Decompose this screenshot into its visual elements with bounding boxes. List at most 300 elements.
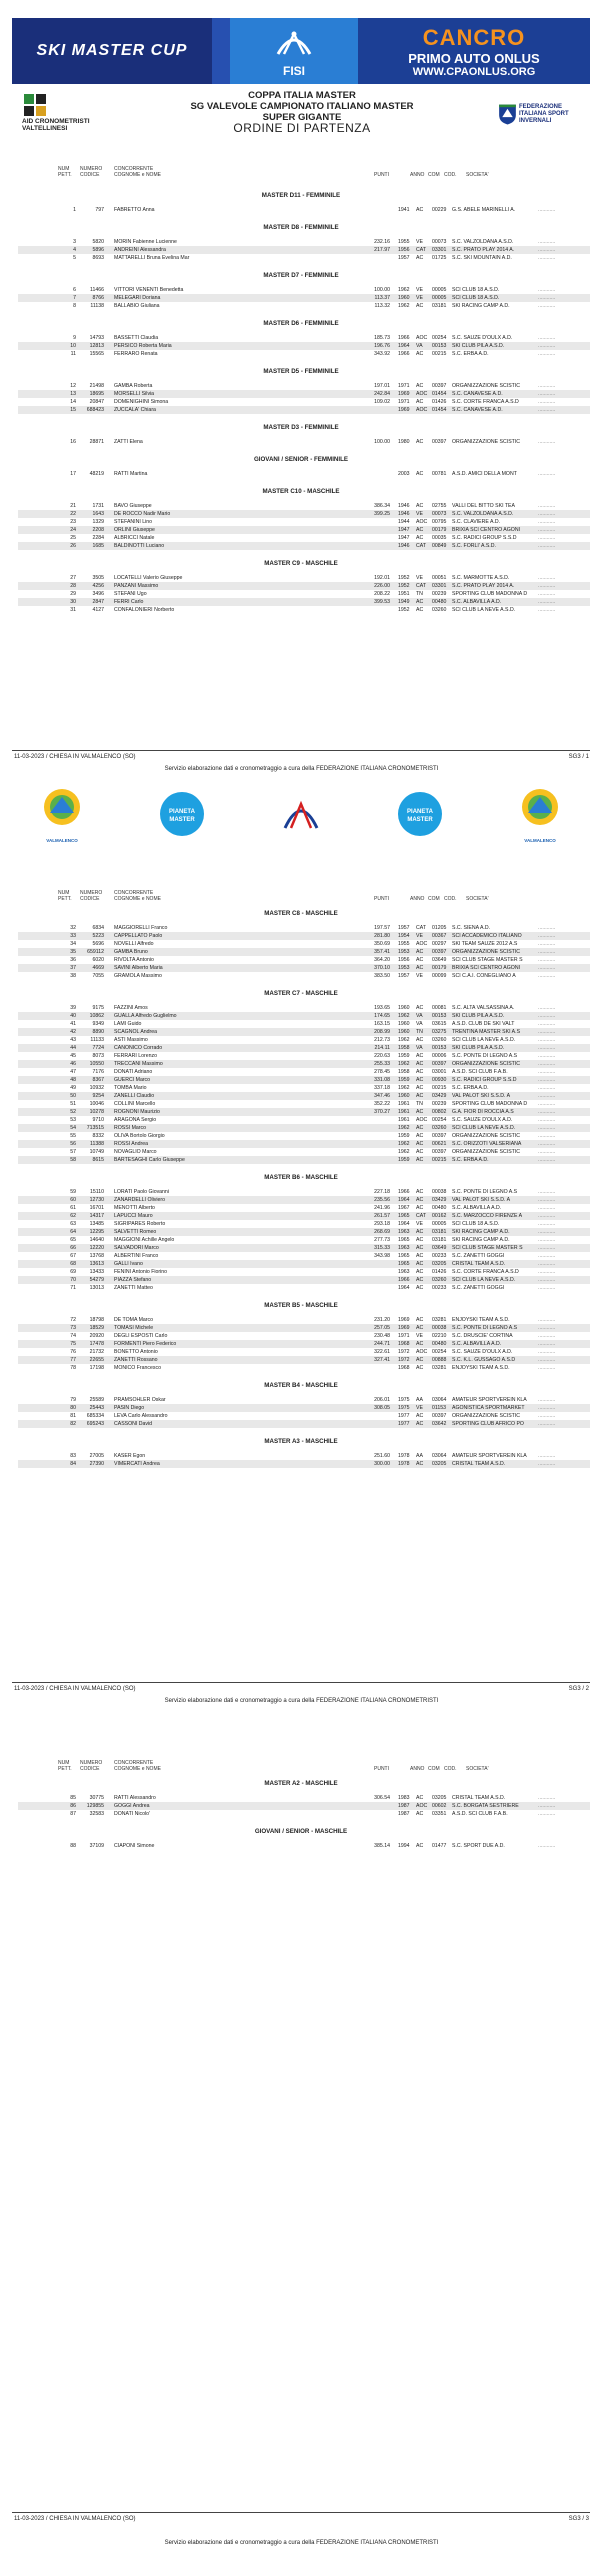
anno-cell: 1964 bbox=[398, 343, 410, 349]
team-cell: S.C. PRATO PLAY 2014 A. bbox=[452, 583, 515, 589]
num-cell: 46 bbox=[70, 1061, 76, 1067]
com-cell: AC bbox=[416, 1365, 424, 1371]
num-cell: 21 bbox=[70, 503, 76, 509]
code-cell: 00480 bbox=[432, 1341, 447, 1347]
anno-cell: 1946 bbox=[398, 511, 410, 517]
cod-cell: 17198 bbox=[89, 1365, 104, 1371]
num-cell: 14 bbox=[70, 399, 76, 405]
com-cell: AC bbox=[416, 1843, 424, 1849]
pianeta-master-icon bbox=[394, 788, 446, 840]
cod-cell: 13013 bbox=[89, 1285, 104, 1291]
com-cell: VE bbox=[416, 1333, 423, 1339]
code-cell: 00297 bbox=[432, 941, 447, 947]
cod-cell: 4669 bbox=[92, 965, 104, 971]
team-cell: ORGANIZZAZIONE SCISTIC bbox=[452, 1061, 521, 1067]
punti-cell: 208.99 bbox=[374, 1029, 390, 1035]
num-cell: 73 bbox=[70, 1325, 76, 1331]
com-cell: VA bbox=[416, 1013, 423, 1019]
code-cell: 03275 bbox=[432, 1029, 447, 1035]
signature-placeholder: ............ bbox=[538, 1101, 556, 1107]
signature-placeholder: ............ bbox=[538, 1245, 556, 1251]
anno-cell: 1947 bbox=[398, 535, 410, 541]
punti-cell: 399.25 bbox=[374, 511, 390, 517]
signature-placeholder: ............ bbox=[538, 1149, 556, 1155]
signature-placeholder: ............ bbox=[538, 295, 556, 301]
code-cell: 00621 bbox=[432, 1141, 447, 1147]
name-cell: GRAMOLA Massimo bbox=[114, 973, 162, 979]
anno-cell: 1963 bbox=[398, 1269, 410, 1275]
signature-placeholder: ............ bbox=[538, 1317, 556, 1323]
cod-cell: 37109 bbox=[89, 1843, 104, 1849]
start-list-row bbox=[18, 398, 590, 406]
code-cell: 00153 bbox=[432, 1045, 447, 1051]
com-cell: VE bbox=[416, 239, 423, 245]
code-cell: 00254 bbox=[432, 1349, 447, 1355]
start-list-row bbox=[18, 964, 590, 972]
num-cell: 3 bbox=[73, 239, 76, 245]
signature-placeholder: ............ bbox=[538, 1365, 556, 1371]
team-cell: S.C. ERBA A.D. bbox=[452, 1085, 489, 1091]
code-cell: 00179 bbox=[432, 527, 447, 533]
num-cell: 56 bbox=[70, 1141, 76, 1147]
com-cell: TN bbox=[416, 1101, 423, 1107]
signature-placeholder: ............ bbox=[538, 1843, 556, 1849]
team-cell: A.S.D. CLUB DE SKI VALT bbox=[452, 1021, 515, 1027]
cod-cell: 30775 bbox=[89, 1795, 104, 1801]
start-list-row bbox=[18, 1420, 590, 1428]
svg-text:MASTER: MASTER bbox=[407, 817, 433, 823]
start-list-row bbox=[18, 1340, 590, 1348]
signature-placeholder: ............ bbox=[538, 1221, 556, 1227]
punti-cell: 383.50 bbox=[374, 973, 390, 979]
code-cell: 01454 bbox=[432, 391, 447, 397]
punti-cell: 331.08 bbox=[374, 1077, 390, 1083]
punti-cell: 227.18 bbox=[374, 1189, 390, 1195]
cod-cell: 13485 bbox=[89, 1221, 104, 1227]
name-cell: BALDINOTTI Luciano bbox=[114, 543, 165, 549]
signature-placeholder: ............ bbox=[538, 1261, 556, 1267]
cod-cell: 695243 bbox=[86, 1421, 104, 1427]
name-cell: ARAGONA Sergio bbox=[114, 1117, 157, 1123]
start-list-row bbox=[18, 606, 590, 614]
team-cell: S.C. CLAVIERE A.D. bbox=[452, 519, 501, 525]
num-cell: 74 bbox=[70, 1333, 76, 1339]
signature-placeholder: ............ bbox=[538, 1285, 556, 1291]
code-cell: 03181 bbox=[432, 1229, 447, 1235]
anno-cell: 1960 bbox=[398, 1005, 410, 1011]
signature-placeholder: ............ bbox=[538, 1213, 556, 1219]
signature-placeholder: ............ bbox=[538, 1413, 556, 1419]
team-cell: VAL PALOT SKI S.S.D. A bbox=[452, 1197, 511, 1203]
category-heading: MASTER C9 - MASCHILE bbox=[264, 560, 338, 567]
code-cell: 01205 bbox=[432, 925, 447, 931]
code-cell: 00397 bbox=[432, 949, 447, 955]
start-list-row bbox=[18, 1012, 590, 1020]
fisi-logo-center bbox=[271, 784, 331, 844]
team-cell: SPORTING CLUB MADONNA D bbox=[452, 591, 528, 597]
name-cell: ORLINI Giuseppe bbox=[114, 527, 155, 533]
com-cell: VE bbox=[416, 933, 423, 939]
com-cell: AC bbox=[416, 207, 424, 213]
com-cell: AC bbox=[416, 1149, 424, 1155]
name-cell: FERRARO Renata bbox=[114, 351, 158, 357]
num-cell: 29 bbox=[70, 591, 76, 597]
cod-cell: 8073 bbox=[92, 1053, 104, 1059]
start-list-row bbox=[18, 1116, 590, 1124]
com-cell: CAT bbox=[416, 583, 426, 589]
cod-cell: 2847 bbox=[92, 599, 104, 605]
com-cell: AC bbox=[416, 1109, 424, 1115]
name-cell: GOGGI Andrea bbox=[114, 1803, 150, 1809]
column-headers-3: NUM PETT. NUMERO CODICE CONCORRENTE COGNOME e NOME PUNTI ANNO COM COD. SOCIETA' bbox=[58, 1760, 489, 1772]
cod-cell: 5896 bbox=[92, 247, 104, 253]
team-cell: SCI CLUB LA NEVE A.S.D. bbox=[452, 1037, 516, 1043]
team-cell: S.C. SIENA A.D. bbox=[452, 925, 491, 931]
anno-cell: 1959 bbox=[398, 1157, 410, 1163]
footer-page: SG3 / 1 bbox=[568, 754, 589, 760]
com-cell: AC bbox=[416, 503, 424, 509]
num-cell: 8 bbox=[73, 303, 76, 309]
com-cell: AC bbox=[416, 1053, 424, 1059]
num-cell: 82 bbox=[70, 1421, 76, 1427]
cod-cell: 9175 bbox=[92, 1005, 104, 1011]
signature-placeholder: ............ bbox=[538, 1125, 556, 1131]
punti-cell: 255.33 bbox=[374, 1061, 390, 1067]
signature-placeholder: ............ bbox=[538, 1325, 556, 1331]
code-cell: 00215 bbox=[432, 351, 447, 357]
cod-cell: 12295 bbox=[89, 1229, 104, 1235]
name-cell: DE TOMA Marco bbox=[114, 1317, 154, 1323]
com-cell: AC bbox=[416, 1125, 424, 1131]
punti-cell: 197.57 bbox=[374, 925, 390, 931]
punti-cell: 386.34 bbox=[374, 503, 390, 509]
code-cell: 00239 bbox=[432, 591, 447, 597]
cod-cell: 2208 bbox=[92, 527, 104, 533]
cod-cell: 1731 bbox=[92, 503, 104, 509]
cod-cell: 13613 bbox=[89, 1261, 104, 1267]
name-cell: BONETTO Antonio bbox=[114, 1349, 158, 1355]
signature-placeholder: ............ bbox=[538, 1133, 556, 1139]
signature-placeholder: ............ bbox=[538, 511, 556, 517]
name-cell: ZANETTI Rossano bbox=[114, 1357, 158, 1363]
signature-placeholder: ............ bbox=[538, 335, 556, 341]
com-cell: AC bbox=[416, 383, 424, 389]
name-cell: NOVELLI Alfredo bbox=[114, 941, 154, 947]
name-cell: ZANETTI Matteo bbox=[114, 1285, 153, 1291]
cpa-title: CANCRO bbox=[422, 24, 526, 50]
signature-placeholder: ............ bbox=[538, 255, 556, 261]
num-cell: 61 bbox=[70, 1205, 76, 1211]
cod-cell: 2284 bbox=[92, 535, 104, 541]
team-cell: S.C. FORLI' A.S.D. bbox=[452, 543, 496, 549]
com-cell: AC bbox=[416, 1277, 424, 1283]
num-cell: 4 bbox=[73, 247, 76, 253]
punti-cell: 337.18 bbox=[374, 1085, 390, 1091]
team-cell: G.S. ABELE MARINELLI A. bbox=[452, 207, 516, 213]
anno-cell: 1964 bbox=[398, 1197, 410, 1203]
anno-cell: 1961 bbox=[398, 1101, 410, 1107]
cod-cell: 659112 bbox=[87, 949, 104, 955]
start-list-row bbox=[18, 1268, 590, 1276]
name-cell: KASER Egon bbox=[114, 1453, 146, 1459]
valmalenco-logo-1: VALMALENCO bbox=[32, 784, 92, 844]
name-cell: DONATI Nicolo' bbox=[114, 1811, 151, 1817]
signature-placeholder: ............ bbox=[538, 1021, 556, 1027]
signature-placeholder: ............ bbox=[538, 1117, 556, 1123]
name-cell: ZUCCALA' Chiara bbox=[114, 407, 156, 413]
fisi-label: FISI bbox=[282, 64, 305, 78]
code-cell: 00480 bbox=[432, 1205, 447, 1211]
signature-placeholder: ............ bbox=[538, 1085, 556, 1091]
anno-cell: 1941 bbox=[398, 207, 410, 213]
anno-cell: 1977 bbox=[398, 1421, 410, 1427]
team-cell: SCI CLUB 18 A.S.D. bbox=[452, 1221, 500, 1227]
cod-cell: 7176 bbox=[92, 1069, 104, 1075]
code-cell: 00480 bbox=[432, 599, 447, 605]
code-cell: 00397 bbox=[432, 439, 447, 445]
signature-placeholder: ............ bbox=[538, 343, 556, 349]
cod-cell: 27005 bbox=[89, 1453, 104, 1459]
cod-cell: 10046 bbox=[89, 1101, 104, 1107]
com-cell: AC bbox=[416, 1245, 424, 1251]
num-cell: 48 bbox=[70, 1077, 76, 1083]
team-cell: SKI RACING CAMP A.D. bbox=[452, 1229, 510, 1235]
signature-placeholder: ............ bbox=[538, 1141, 556, 1147]
anno-cell: 1969 bbox=[398, 407, 410, 413]
anno-cell: 1966 bbox=[398, 351, 410, 357]
com-cell: AOC bbox=[416, 519, 428, 525]
code-cell: 01477 bbox=[432, 1843, 447, 1849]
name-cell: BARTESAGHI Carlo Giuseppe bbox=[114, 1157, 185, 1163]
cod-cell: 17478 bbox=[89, 1341, 104, 1347]
start-list-row bbox=[18, 1252, 590, 1260]
anno-cell: 1947 bbox=[398, 527, 410, 533]
team-cell: CRISTAL TEAM A.S.D. bbox=[452, 1795, 506, 1801]
name-cell: PANZANI Massimo bbox=[114, 583, 159, 589]
name-cell: DOMENIGHINI Simona bbox=[114, 399, 169, 405]
punti-cell: 399.53 bbox=[374, 599, 390, 605]
com-cell: AC bbox=[416, 1069, 424, 1075]
code-cell: 03351 bbox=[432, 1811, 447, 1817]
code-cell: 00233 bbox=[432, 1285, 447, 1291]
start-list-row bbox=[18, 1842, 590, 1850]
signature-placeholder: ............ bbox=[538, 439, 556, 445]
signature-placeholder: ............ bbox=[538, 1237, 556, 1243]
name-cell: LEVA Carlo Alessandro bbox=[114, 1413, 168, 1419]
name-cell: RATTI Alessandro bbox=[114, 1795, 156, 1801]
num-cell: 44 bbox=[70, 1045, 76, 1051]
start-list-row bbox=[18, 518, 590, 526]
com-cell: AC bbox=[416, 1141, 424, 1147]
team-cell: S.C. ALBAVILLA A.D. bbox=[452, 599, 502, 605]
anno-cell: 1952 bbox=[398, 575, 410, 581]
anno-cell: 1960 bbox=[398, 1021, 410, 1027]
team-cell: SCI CLUB STAGE MASTER S bbox=[452, 1245, 523, 1251]
anno-cell: 1954 bbox=[398, 933, 410, 939]
anno-cell: 1978 bbox=[398, 1461, 410, 1467]
num-cell: 36 bbox=[70, 957, 76, 963]
anno-cell: 1975 bbox=[398, 1397, 410, 1403]
team-cell: S.C. CANAVESE A.D. bbox=[452, 391, 503, 397]
cod-cell: 12813 bbox=[89, 343, 104, 349]
footer-service: Servizio elaborazione dati e cronometraggio a cura della FEDERAZIONE ITALIANA CRONOMETRISTI bbox=[164, 766, 439, 772]
title-championship: SG VALEVOLE CAMPIONATO ITALIANO MASTER bbox=[190, 101, 414, 112]
com-cell: AC bbox=[416, 1357, 424, 1363]
category-heading: MASTER D7 - FEMMINILE bbox=[263, 272, 339, 279]
start-list-row bbox=[18, 406, 590, 414]
signature-placeholder: ............ bbox=[538, 1341, 556, 1347]
num-cell: 75 bbox=[70, 1341, 76, 1347]
start-list-row bbox=[18, 206, 590, 214]
title-discipline: SUPER GIGANTE bbox=[262, 112, 342, 123]
punti-cell: 230.48 bbox=[374, 1333, 390, 1339]
footer-service-3: Servizio elaborazione dati e cronometraggio a cura della FEDERAZIONE ITALIANA CRONOMETRISTI bbox=[164, 2540, 439, 2546]
anno-cell: 1963 bbox=[398, 1229, 410, 1235]
code-cell: 00005 bbox=[432, 287, 447, 293]
punti-cell: 300.00 bbox=[374, 1461, 390, 1467]
signature-placeholder: ............ bbox=[538, 287, 556, 293]
start-list-row bbox=[18, 534, 590, 542]
code-cell: 02755 bbox=[432, 503, 447, 509]
category-heading: MASTER C8 - MASCHILE bbox=[264, 910, 338, 917]
anno-cell: 1987 bbox=[398, 1811, 410, 1817]
category-heading: MASTER D8 - FEMMINILE bbox=[263, 224, 339, 231]
name-cell: CIAPONI Simone bbox=[114, 1843, 155, 1849]
num-cell: 23 bbox=[70, 519, 76, 525]
anno-cell: 1975 bbox=[398, 1405, 410, 1411]
team-cell: S.C. RADICI GROUP S.S.D bbox=[452, 535, 517, 541]
team-cell: SCI CLUB LA NEVE A.S.D. bbox=[452, 1277, 516, 1283]
anno-cell: 1972 bbox=[398, 1357, 410, 1363]
com-cell: VE bbox=[416, 511, 423, 517]
anno-cell: 1958 bbox=[398, 1045, 410, 1051]
signature-placeholder: ............ bbox=[538, 1029, 556, 1035]
signature-placeholder: ............ bbox=[538, 599, 556, 605]
name-cell: ROSSI Marco bbox=[114, 1125, 146, 1131]
code-cell: 00397 bbox=[432, 383, 447, 389]
num-cell: 26 bbox=[70, 543, 76, 549]
punti-cell: 352.22 bbox=[374, 1101, 390, 1107]
start-list-row bbox=[18, 1108, 590, 1116]
anno-cell: 1957 bbox=[398, 973, 410, 979]
code-cell: 00153 bbox=[432, 1013, 447, 1019]
anno-cell: 1953 bbox=[398, 965, 410, 971]
punti-cell: 322.61 bbox=[374, 1349, 390, 1355]
signature-placeholder: ............ bbox=[538, 535, 556, 541]
cod-cell: 8332 bbox=[92, 1133, 104, 1139]
anno-cell: 1962 bbox=[398, 1149, 410, 1155]
signature-placeholder: ............ bbox=[538, 1333, 556, 1339]
start-list-row bbox=[18, 294, 590, 302]
anno-cell: 1987 bbox=[398, 1803, 410, 1809]
signature-placeholder: ............ bbox=[538, 1037, 556, 1043]
team-cell: S.C. ALBAVILLA A.D. bbox=[452, 1341, 502, 1347]
valmalenco-icon bbox=[36, 785, 88, 837]
punti-cell: 261.57 bbox=[374, 1213, 390, 1219]
num-cell: 43 bbox=[70, 1037, 76, 1043]
name-cell: PIAZZA Stefano bbox=[114, 1277, 152, 1283]
punti-cell: 174.65 bbox=[374, 1013, 390, 1019]
punti-cell: 343.92 bbox=[374, 351, 390, 357]
anno-cell: 2003 bbox=[398, 471, 410, 477]
start-list-row bbox=[18, 526, 590, 534]
num-cell: 39 bbox=[70, 1005, 76, 1011]
team-cell: S.C. ERBA A.D. bbox=[452, 351, 489, 357]
anno-cell: 1962 bbox=[398, 1013, 410, 1019]
name-cell: OLIVA Bortolo Giorgio bbox=[114, 1133, 165, 1139]
cod-cell: 15110 bbox=[89, 1189, 104, 1195]
com-cell: AC bbox=[416, 351, 424, 357]
footer-service-2: Servizio elaborazione dati e cronometraggio a cura della FEDERAZIONE ITALIANA CRONOMETRISTI bbox=[164, 1698, 439, 1704]
cod-cell: 797 bbox=[95, 207, 104, 213]
team-cell: AMATEUR SPORTVEREIN KLA bbox=[452, 1397, 527, 1403]
cod-cell: 12730 bbox=[89, 1197, 104, 1203]
signature-placeholder: ............ bbox=[538, 607, 556, 613]
start-list-row bbox=[18, 238, 590, 246]
com-cell: AC bbox=[416, 1421, 424, 1427]
start-list-row bbox=[18, 390, 590, 398]
cod-cell: 8693 bbox=[92, 255, 104, 261]
num-cell: 33 bbox=[70, 933, 76, 939]
team-cell: S.C. VALZOLDANA A.S.D. bbox=[452, 511, 514, 517]
cod-cell: 8766 bbox=[92, 295, 104, 301]
code-cell: 00215 bbox=[432, 1157, 447, 1163]
cod-cell: 7055 bbox=[92, 973, 104, 979]
punti-cell: 226.00 bbox=[374, 583, 390, 589]
cod-cell: 10278 bbox=[89, 1109, 104, 1115]
signature-placeholder: ............ bbox=[538, 1357, 556, 1363]
page-1 bbox=[0, 0, 603, 1000]
team-cell: S.C. CORTE FRANCA A.S.D bbox=[452, 399, 519, 405]
cod-cell: 22655 bbox=[89, 1357, 104, 1363]
cod-cell: 5696 bbox=[92, 941, 104, 947]
num-cell: 88 bbox=[70, 1843, 76, 1849]
com-cell: AC bbox=[416, 607, 424, 613]
cpa-subtitle: PRIMO AUTO ONLUS bbox=[408, 50, 540, 66]
anno-cell: 1959 bbox=[398, 1133, 410, 1139]
anno-cell: 1968 bbox=[398, 1341, 410, 1347]
num-cell: 38 bbox=[70, 973, 76, 979]
punti-cell: 364.20 bbox=[374, 957, 390, 963]
code-cell: 00795 bbox=[432, 519, 447, 525]
code-cell: 03260 bbox=[432, 1037, 447, 1043]
team-cell: ORGANIZZAZIONE SCISTIC bbox=[452, 383, 521, 389]
punti-cell: 192.01 bbox=[374, 575, 390, 581]
code-cell: 03615 bbox=[432, 1021, 447, 1027]
num-cell: 11 bbox=[70, 351, 76, 357]
punti-cell: 242.84 bbox=[374, 391, 390, 397]
name-cell: ALBERTINI Franco bbox=[114, 1253, 159, 1259]
footer-date-place: 11-03-2023 / CHIESA IN VALMALENCO (SO) bbox=[14, 754, 136, 760]
num-cell: 30 bbox=[70, 599, 76, 605]
code-cell: 00397 bbox=[432, 1413, 447, 1419]
start-list-row bbox=[18, 302, 590, 310]
cod-cell: 54279 bbox=[89, 1277, 104, 1283]
name-cell: PASIN Diego bbox=[114, 1405, 145, 1411]
punti-cell: 257.05 bbox=[374, 1325, 390, 1331]
team-cell: S.C. MARZOCCO FIRENZE A bbox=[452, 1213, 523, 1219]
title-competition: COPPA ITALIA MASTER bbox=[248, 90, 356, 101]
num-cell: 54 bbox=[70, 1125, 76, 1131]
code-cell: 00239 bbox=[432, 1101, 447, 1107]
signature-placeholder: ............ bbox=[538, 207, 556, 213]
signature-placeholder: ............ bbox=[538, 399, 556, 405]
name-cell: ZATTI Elena bbox=[114, 439, 143, 445]
punti-cell: 343.98 bbox=[374, 1253, 390, 1259]
code-cell: 00073 bbox=[432, 239, 447, 245]
signature-placeholder: ............ bbox=[538, 583, 556, 589]
signature-placeholder: ............ bbox=[538, 1157, 556, 1163]
